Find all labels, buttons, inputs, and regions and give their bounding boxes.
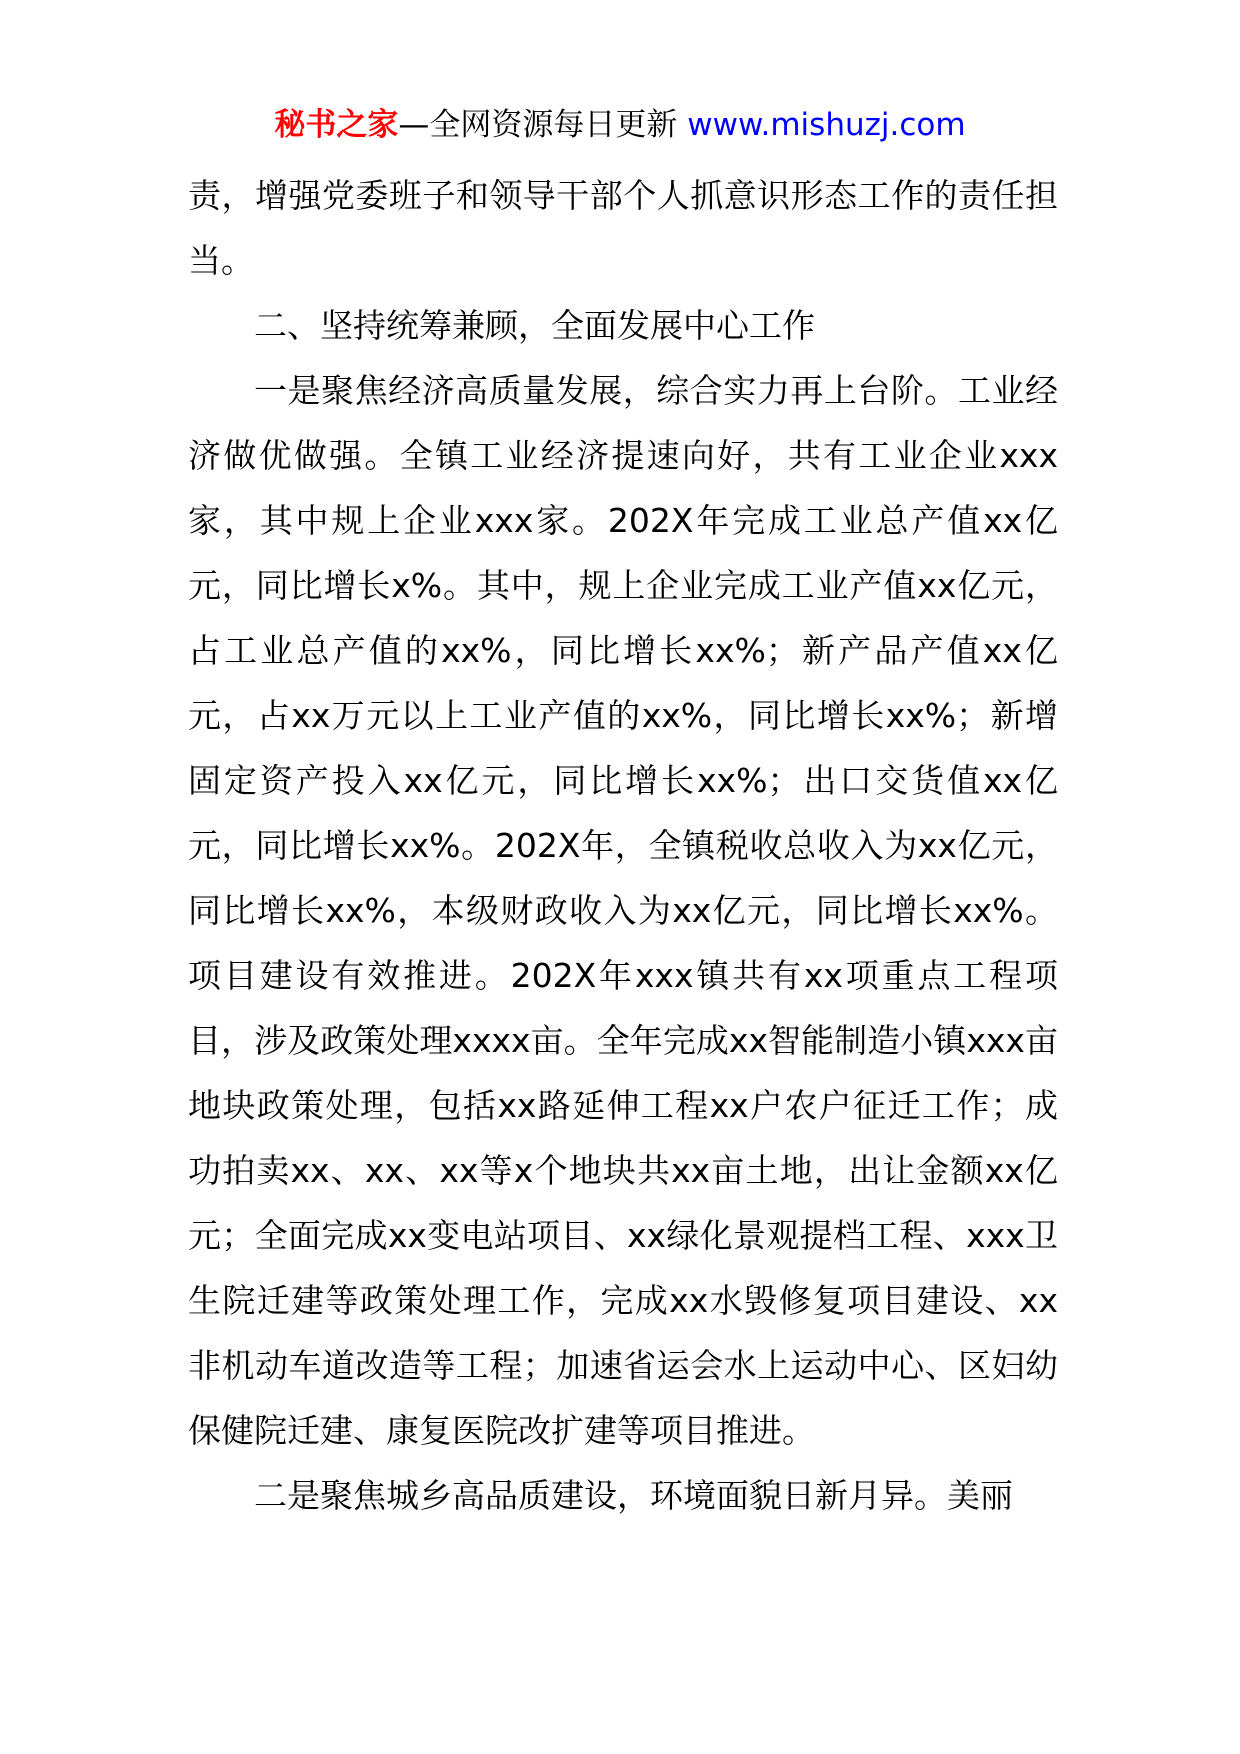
continued-paragraph: 责，增强党委班子和领导干部个人抓意识形态工作的责任担当。 [188, 176, 1058, 280]
site-url-link[interactable]: www.mishuzj.com [687, 107, 966, 143]
header-tagline: —全网资源每日更新 [398, 107, 688, 143]
document-body [188, 163, 1058, 1528]
watermark-header [0, 100, 1240, 150]
paragraph-urban-rural-construction: 二是聚焦城乡高品质建设，环境面貌日新月异。美丽 [254, 1476, 1013, 1515]
section-heading: 二、坚持统筹兼顾，全面发展中心工作 [254, 306, 815, 345]
brand-name: 秘书之家 [274, 107, 399, 143]
paragraph-economic-development: 一是聚焦经济高质量发展，综合实力再上台阶。工业经济做优做强。全镇工业经济提速向好，共有工业企业xxx家，其中规上企业xxx家。202X年完成工业总产值xx亿元，同比增长x%。其中，规上企业完成工业产值xx亿元，占工业总产值的xx%，同比增长xx%；新产品产值xx亿元，占xx万元以上工业产值的xx%，同比增长xx%；新增固定资产投入xx亿元，同比增长xx%；出口交货值xx亿元，同比增长xx%。202X年，全镇税收总收入为xx亿元，同比增长xx%，本级财政收入为xx亿元，同比增长xx%。项目建设有效推进。202X年xxx镇共有xx项重点工程项目，涉及政策处理xxxx亩。全年完成xx智能制造小镇xxx亩地块政策处理，包括xx路延伸工程xx户农户征迁工作；成功拍卖xx、xx、xx等x个地块共xx亩土地，出让金额xx亿元；全面完成xx变电站项目、xx绿化景观提档工程、xxx卫生院迁建等政策处理工作，完成xx水毁修复项目建设、xx非机动车道改造等工程；加速省运会水上运动中心、区妇幼保健院迁建、康复医院改扩建等项目推进。 [188, 371, 1058, 1450]
